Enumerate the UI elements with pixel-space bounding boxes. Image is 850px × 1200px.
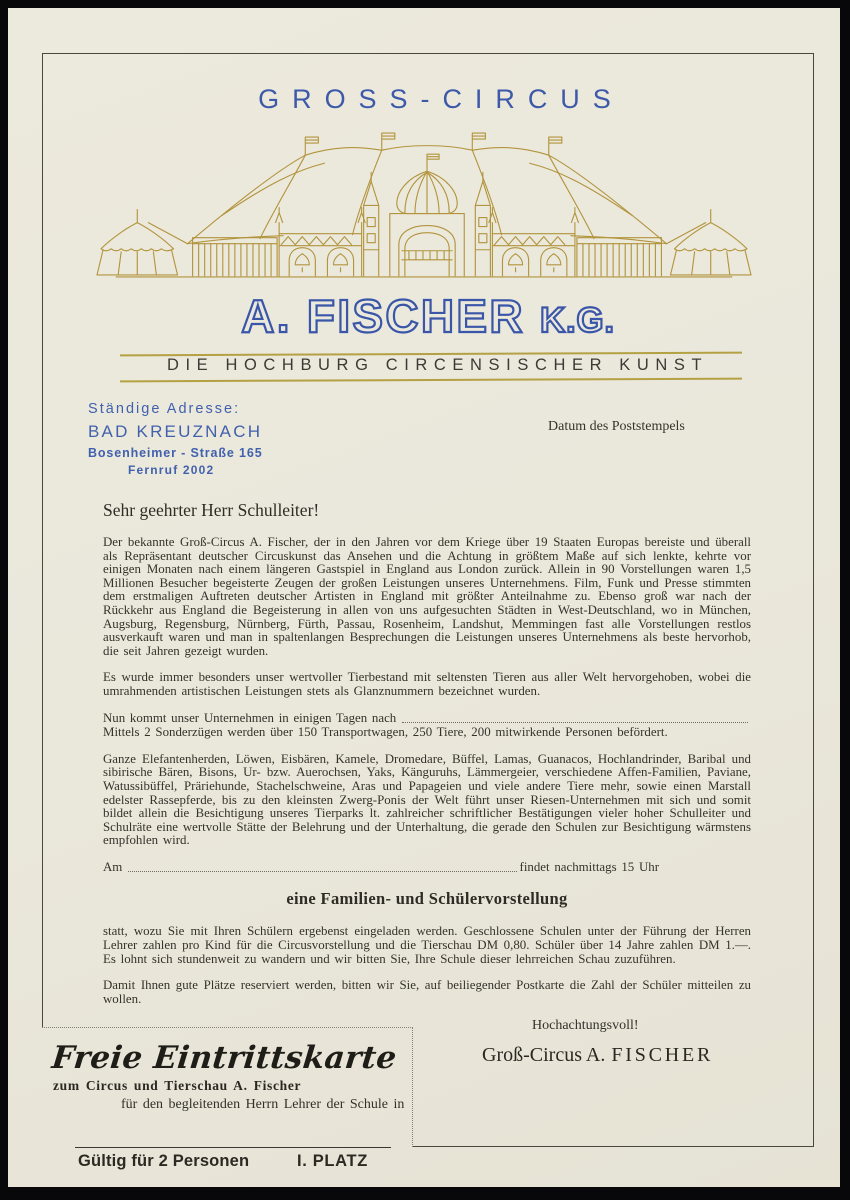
- paragraph-history: Der bekannte Groß-Circus A. Fischer, der in den Jahren vor dem Kriege über 19 Staaten Europas bereiste und überall als Repräsentant deutscher Circuskunst das Ansehen und die Achtung in größtem Maße auf sich lenkte, kehrte vor einigen Monaten nach einem längeren Gastspiel in England aus London zurück. Allein in 90 Vorstellungen waren 1,5 Millionen Besucher begeisterte Zeugen der großen Leistungen unseres Unternehmens. Film, Funk und Presse stimmten dem erstmaligen Auftreten deutscher Artisten in England mit größter Anteilnahme zu. Ebenso groß war nach der Rückkehr aus England die Begeisterung in allen von uns aufgesuchten Städten in West-Deutschland, wo in München, Augsburg, Regensburg, Nürnberg, Fürth, Passau, Rosenheim, Landshut, Memmingen fast alle Vorstellungen restlos ausverkauft waren und man in spaltenlangen Besprechungen die Leistungen unseres Unternehmens als beste hervorhob, die seit Jahren gezeigt wurden.: [103, 535, 751, 658]
- closing-formula: Hochachtungsvoll!: [532, 1018, 639, 1033]
- event-heading: eine Familien- und Schülervorstellung: [286, 889, 568, 909]
- coupon-validity: Gültig für 2 Personen: [78, 1152, 250, 1170]
- company-name: A. FISCHER: [241, 290, 525, 342]
- paragraph-animal-list: Ganze Elefantenherden, Löwen, Eisbären, Kamele, Dromedare, Büffel, Lamas, Guanacos, Hochlandrinder, Baribal und sibirische Bären, Bisons, Ur- bzw. Auerochsen, Yaks, Känguruhs, Lämmergeier, verschiedene Affen-Familien, Paviane, Watussibüffel, Präriehunde, Stachelschweine, Aras und Papageien und viele andere Tiere mehr, sowie einen Marstall edelster Rassepferde, bis zu den kleinsten Zwerg-Ponis der Welt führt unser Riesen-Unternehmen mit sich und somit bildet allein die Besichtigung unseres Tierparks lt. zahlreicher schriftlicher Bestätigungen vieler hoher Schulleiter und Schulräte eine wertvolle Stätte der Belehrung und der Unterhaltung, die gerade den Schulen zur Besichtigung wärmstens empfohlen wird.: [103, 751, 751, 848]
- frame-top: [42, 53, 814, 54]
- coupon-holder-line: für den begleitenden Herrn Lehrer der Schule in: [121, 1097, 405, 1112]
- sender-label: Ständige Adresse:: [88, 401, 241, 417]
- date-tail: findet nachmittags 15 Uhr: [519, 859, 659, 874]
- frame-bottom: [413, 1146, 814, 1147]
- signature-prefix: Groß-Circus A.: [482, 1044, 606, 1066]
- coupon-perforation-top: [42, 1027, 413, 1028]
- paragraph-prices: statt, wozu Sie mit Ihren Schülern ergebenst eingeladen werden. Geschlossene Schulen unter der Führung der Herren Lehrer zahlen pro Kind für die Circusvorstellung und die Tierschau DM 0,80. Schüler über 14 Jahre zahlen DM 1.—. Es lohnt sich stundenweit zu wandern und wir bitten Sie, Ihre Schule dieser lehrreichen Schau zuzuführen.: [103, 924, 751, 966]
- company-suffix: K.G.: [540, 301, 615, 340]
- coupon-perforation-right: [412, 1027, 413, 1147]
- letter-page: [8, 8, 840, 1187]
- sender-street: Bosenheimer - Straße 165: [88, 446, 263, 461]
- gold-rule-bottom: [120, 378, 742, 382]
- sender-phone: Fernruf 2002: [128, 463, 215, 478]
- letter-body: [103, 500, 751, 1019]
- tagline: DIE HOCHBURG CIRCENSISCHER KUNST: [166, 356, 709, 374]
- arrival-note: Mittels 2 Sonderzügen werden über 150 Transportwagen, 250 Tiere, 200 mitwirkende Personen befördert.: [103, 725, 668, 740]
- paragraph-animals-intro: Es wurde immer besonders unser wertvoller Tierbestand mit seltensten Tieren aus aller Welt hervorgehoben, wobei die umrahmenden artistischen Leistungen stets als Glanznummern bezeichnet wurden.: [103, 670, 751, 698]
- frame-right: [813, 53, 814, 1147]
- coupon-title: Freie Eintrittskarte: [50, 1040, 399, 1076]
- circus-tent-illustration: [92, 124, 756, 292]
- sender-address-block: [88, 400, 263, 479]
- postmark-note: Datum des Poststempels: [548, 419, 685, 434]
- coupon-seat-class: I. PLATZ: [297, 1152, 368, 1170]
- date-row: [103, 861, 659, 875]
- salutation: Sehr geehrter Herr Schulleiter!: [103, 500, 320, 520]
- destination-blank-field: [402, 720, 748, 723]
- arrival-row: [103, 712, 751, 726]
- paragraph-reservation-request: Damit Ihnen gute Plätze reserviert werden, bitten wir Sie, auf beiliegender Postkarte die Zahl der Schüler mitteilen zu wollen.: [103, 978, 751, 1006]
- sender-city: BAD KREUZNACH: [88, 421, 263, 441]
- company-wordmark: [42, 289, 814, 343]
- arrival-lead: Nun kommt unser Unternehmen in einigen Tagen nach: [103, 710, 397, 725]
- coupon-subtitle: zum Circus und Tierschau A. Fischer: [53, 1078, 302, 1093]
- coupon-rule: [75, 1147, 391, 1148]
- frame-left: [42, 53, 43, 1028]
- signature: [482, 1044, 713, 1067]
- signature-emphasis: FISCHER: [611, 1044, 714, 1066]
- date-label: Am: [103, 859, 123, 874]
- date-blank-field: [128, 869, 516, 872]
- masthead-overline: GROSS-CIRCUS: [258, 84, 624, 114]
